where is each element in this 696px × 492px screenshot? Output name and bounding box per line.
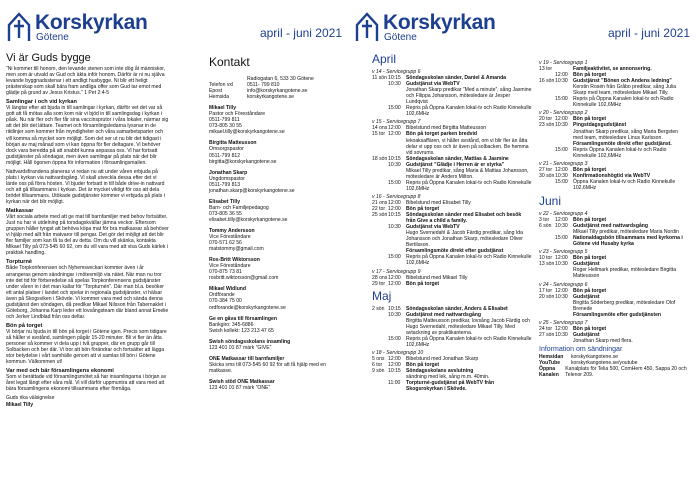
person-name: Ros-Britt Wiktorsson xyxy=(209,257,260,264)
event-time: 15:00 xyxy=(555,178,568,185)
event-date xyxy=(539,179,555,191)
schedule-event xyxy=(372,138,532,156)
event-time: 10:30 xyxy=(555,261,568,268)
intro-title: Vi är Guds bygge xyxy=(6,52,91,64)
event-text: Birgitta Matteusson predikar, lovsång Jacob Färdig och Hugo Svernedahl, mötesledare Mikael Tilly. Med avtackning av praktikanterna. xyxy=(406,317,531,336)
contact-person xyxy=(209,257,344,281)
event-time: 12:00 xyxy=(555,287,568,294)
info-key: YouTube xyxy=(539,360,561,367)
person-line: Swish kollekt: 123 213 47 65 xyxy=(209,327,274,334)
event-date xyxy=(372,87,388,105)
event-text: Repris på Öppna Kanalen lokal-tv och Radio Kinnekulle 102,6MHz xyxy=(406,105,532,118)
event-time: 12:00 xyxy=(388,206,401,213)
event-date: 6 sön xyxy=(539,223,552,230)
event-date: 10 tor xyxy=(539,255,553,262)
event-text: Bön på torget xyxy=(573,255,607,262)
event-time xyxy=(388,168,406,180)
contact-person xyxy=(209,379,344,391)
event-text: Gudstjänst ”Bönen och Andens ledning” xyxy=(573,78,672,85)
person-name: Mikael Tilly xyxy=(209,105,237,112)
schedule-event xyxy=(372,212,532,224)
event-text: Söndagsskolan sänder, Anders & Elisabet xyxy=(406,305,508,312)
event-time xyxy=(555,338,573,344)
event-time: 12:00 xyxy=(555,255,568,262)
schedule-event xyxy=(372,230,532,248)
right-page xyxy=(348,0,696,492)
schedule-event xyxy=(372,87,532,105)
person-line: 073-805 36 55 xyxy=(209,210,242,217)
person-line: matstommy@gmail.com xyxy=(209,246,264,253)
person-line: 070-875 73 81 xyxy=(209,269,242,276)
event-text: Bön på torget xyxy=(573,287,607,294)
section-heading: Matkassar xyxy=(6,208,34,215)
event-date xyxy=(539,147,555,159)
period-label: april - juni 2021 xyxy=(259,26,342,40)
event-date: 24 tor xyxy=(539,325,553,332)
event-date: 27 sön xyxy=(539,331,555,338)
person-line: Pastor och Föreståndare xyxy=(209,111,266,118)
person-line: birgitta@korskyrkangotene.se xyxy=(209,158,277,165)
person-line: elisabet.tilly@korskyrkangotene.se xyxy=(209,216,288,223)
brand-sub: Götene xyxy=(384,32,417,43)
person-line: 123 401 01 87 märk ”ONE” xyxy=(209,384,271,391)
broadcast-info xyxy=(539,354,689,378)
event-time: 12:00 xyxy=(388,125,401,132)
event-text: Bön på torget xyxy=(573,116,607,123)
person-line: 073-805 30 55 xyxy=(209,123,242,130)
person-line: 0511-799 813 xyxy=(209,181,241,188)
person-name: Elisabet Tilly xyxy=(209,198,241,205)
contact-person xyxy=(209,199,344,223)
event-date xyxy=(372,380,388,392)
event-text: Gudstjänst med nattvardsgång xyxy=(573,223,649,230)
schedule-event xyxy=(539,300,689,312)
section-text: Nattvardsfirandena planeras vi redan nu att under våren erbjuda på plats i kyrkan via nattvardsgång. Vi skall utveckla dessa efter det vi lärde oss på förra hösten. Vi bjuder fortsatt in till både drive-in nattvard och att gå tillsammans i kyrkan. Det är mycket viktigt för oss att dela brödet tillsammans. Utökade gudstjänster kommer vi erbjuda på plats i kyrkan när det blir möjligt. xyxy=(6,168,165,205)
event-text: Söndagsskolans avslutning xyxy=(406,368,474,375)
event-date: 2 sön xyxy=(372,305,385,312)
event-text: Roger Hellmark predikar, mötesledare Birgitta Matteusson xyxy=(573,267,677,280)
brand-name: Korskyrkan xyxy=(35,11,148,34)
event-date: 3 tor xyxy=(539,217,550,224)
brand-logo-right xyxy=(354,12,496,43)
event-date xyxy=(372,168,388,180)
event-text: Bön på torget xyxy=(573,217,607,224)
schedule-event xyxy=(372,380,532,392)
event-time: 12:00 xyxy=(555,217,568,224)
contact-person xyxy=(209,228,344,252)
event-date: 13 sön xyxy=(539,261,555,268)
contact-person xyxy=(209,170,344,194)
event-text: Bön på torget xyxy=(573,166,607,173)
event-text: Familjeaktivitet, se annonsering. xyxy=(573,66,652,73)
event-text: sändning med lek, sång m.m. 40min. xyxy=(406,374,490,381)
event-date: 25 sön xyxy=(372,212,388,219)
event-time: 12:00 xyxy=(388,199,401,206)
event-text: Gudstjänst ”Glädje i Herren är er styrka” xyxy=(406,161,505,168)
event-time xyxy=(555,129,573,141)
event-text: Söndagsskolan sänder, Daniel & Amanda xyxy=(406,75,507,82)
event-text: Församlingsmöte efter gudstjänsten xyxy=(573,311,662,318)
event-date xyxy=(372,230,388,248)
section-text: Vi börjar nu bjuda in till bön på torget i Götene igen. Precis som tidigare så håller vi avstånd, samlingen pågår 15-20 minuter. Bli vi fler än åtta personer så kommer vi dela upp i två grupper, där en grupp går till Solbacken och ber där. Vi tror att bön förändrar och fortsätter att lägga stor betydelse i vårt samhälle genom att vi samlas till bön i Götene kommun. Välkommen ut! xyxy=(6,328,167,366)
period-label: april - juni 2021 xyxy=(607,26,690,40)
month-june: Juni xyxy=(539,193,562,208)
person-line: rosbritt.wiktorsson@gmail.com xyxy=(209,275,279,282)
person-line: ordforande@korskyrkangotene.se xyxy=(209,304,286,311)
event-text: Repris på Öppna Kanalen lokal-tv och Radio Kinnekulle 102,6MHz xyxy=(406,335,532,348)
event-date: 28 ons xyxy=(372,274,388,281)
section-heading: Samlingar i och vid kyrkan xyxy=(6,99,77,106)
contact-person xyxy=(209,286,344,310)
event-text: Mikael Tilly predikar, sång Maria & Mattias Johansson, mötesledare är Anders Milton. xyxy=(406,167,529,180)
schedule-event xyxy=(539,267,689,279)
event-text: Bön på torget xyxy=(406,206,440,213)
event-time: 10:15 xyxy=(388,212,401,219)
event-time: 12:00 xyxy=(388,280,401,287)
event-text: lekoaksaffären, vi håller avstånd, om vi blir fler än åtta delar vi upp oss och är även på solbacken. Be hemma vid sovrums. xyxy=(406,137,529,156)
section-text: Både Torpkonferensen och Nyhemsveckan kommer även i år arrangeras genom sändningar i mötesmiljö via nätet. När man nu tror inte det tid för förberedelse så spelas Torpkonferensens gudstjänster under våren in i det man kallar för ”Torpturnén”. Där man bl.a. besöker ett antal platser i landet och spelar in regionala gudstjänster, vi hälsar även på Skogsviken i Skövde. Vi kommer vara med och sända denna gudstjänst den söndagen, då predikar Mikael Nilsson från Tabernaklet i Göteborg, Johanna Karp leder ett lovsångsteam där bland annat Emelie och Jerker Lindblad från oss deltar. xyxy=(6,265,169,320)
event-time: 10:30 xyxy=(555,172,568,179)
schedule-may-june xyxy=(539,58,689,378)
event-date: 27 tor xyxy=(539,166,553,173)
schedule-event xyxy=(539,235,689,247)
contact-person xyxy=(209,316,344,334)
contact-person xyxy=(209,105,344,135)
intro-quote: ”Ni kommer till honom, den levande stenen som inte dög åt människor, men som är utvald av Gud och äkta inför honom. Därför är ni nu själva levande byggnadsstenar i ett andligt husbygge. Ni blir ett heligt prästerskap som skall bära fram andliga offer som Gud tar emot med glädje på grund av Jesus Kristus.” 1 Pet 2:4-5 xyxy=(6,66,166,97)
event-text: Gudstjänst xyxy=(573,293,600,300)
event-text: Hugo Svernedahl & Jacob Färdig predikar, sång Ida Johansson och Jonathan Skarp, mötesledare Oliver Bertilsson. xyxy=(406,230,523,249)
event-time: 10:30 xyxy=(388,81,401,88)
event-time xyxy=(555,267,573,279)
event-date: 18 sön xyxy=(372,155,388,162)
event-time: 15:00 xyxy=(388,254,401,261)
event-text: Nationaldagsbön tillsammans med kyrkorna i Götene vid Husaby kyrka xyxy=(573,235,683,248)
event-date: 5 ons xyxy=(372,356,385,363)
person-line: Skicka sms till 073-545 60 92 för att få hjälp med en matkasse. xyxy=(209,361,326,374)
june-weeks xyxy=(539,211,689,344)
info-key: Hemsidan xyxy=(539,354,564,361)
event-date: 9 sön xyxy=(372,368,385,375)
event-date: 15 tor xyxy=(372,131,386,138)
event-date xyxy=(539,235,555,247)
schedule-event xyxy=(372,281,532,287)
week-header: v 20 - Servicegrupp 2 xyxy=(539,110,588,117)
contact-column xyxy=(209,56,344,396)
event-text: Torpturné-gudstjänst på WebTV från Skogsrokyrkan i Skövde. xyxy=(406,380,495,393)
week-header: v 15 - Servicegrupp 7 xyxy=(372,119,421,126)
event-text: Bibelstund med Birgitta Matteusson xyxy=(406,125,487,132)
event-text: Birgitta Söderberg predikar, mötesledare Olof Brenede xyxy=(573,299,676,312)
event-text: Gudstjänst xyxy=(573,331,600,338)
contact-value: korskyrkangotene.se xyxy=(247,94,295,101)
person-line: 0511-799 812 xyxy=(209,152,241,159)
event-date xyxy=(539,96,555,108)
section-heading: Torpturné xyxy=(6,259,32,266)
event-time xyxy=(388,138,406,156)
event-time: 12:00 xyxy=(555,166,568,173)
event-date xyxy=(539,129,555,141)
event-date: 23 sön xyxy=(539,122,555,129)
week-header: v 21 - Servicegrupp 3 xyxy=(539,160,588,167)
event-text: Församlingsmöte direkt efter gudstjänst xyxy=(406,248,504,255)
contact-people xyxy=(209,105,344,391)
event-text: Gudstjänst med nattvardsgång xyxy=(406,311,482,318)
person-line: 0511-799 811 xyxy=(209,117,240,124)
church-logo-icon xyxy=(354,12,380,42)
event-text: Repris på Öppna Kanalen lokal-tv och Radio Kinnekulle 102,6MHz xyxy=(573,96,674,109)
person-name: ONE Matkassar till barnfamiljer xyxy=(209,355,285,362)
event-date xyxy=(539,267,555,279)
event-text: Repris Öppna Kanalen lokal-tv och Radio Kinnekulle 102,6MHz xyxy=(573,146,667,159)
section-heading: Bön på torget xyxy=(6,322,43,329)
schedule-event xyxy=(539,312,689,318)
april-weeks xyxy=(372,69,532,287)
event-text: Bön på torget xyxy=(573,72,607,79)
contact-key: Epost xyxy=(209,88,223,95)
event-time: 12:00 xyxy=(388,356,401,363)
signer-name: Mikael Tilly xyxy=(6,402,34,409)
event-time: 15:00 xyxy=(388,179,401,186)
person-line: 123 401 01 87 märk ”GIVE” xyxy=(209,344,272,351)
event-date xyxy=(539,338,555,344)
event-time: 10:30 xyxy=(555,122,568,129)
event-date: 11 sön xyxy=(372,75,387,82)
contact-person xyxy=(209,140,344,164)
event-time xyxy=(555,312,573,318)
event-text: Gudstjänst xyxy=(573,261,600,268)
event-text: Bön på torget xyxy=(406,362,440,369)
event-date xyxy=(539,312,555,318)
contact-key: Telefon vxl xyxy=(209,82,234,89)
event-text: Konfirmationshögtid via WebTV xyxy=(573,172,651,179)
brand-logo xyxy=(6,12,148,43)
event-time: 10:30 xyxy=(388,161,401,168)
schedule-event xyxy=(372,168,532,180)
contact-title: Kontakt xyxy=(209,55,250,69)
month-april: April xyxy=(372,52,397,66)
section-text: Vårt sociala arbete med att ge mat till barnfamiljer med behov fortsätter. Just nu har vi utdelning på torsdagskvällar jämna veckor. Eftersom gruppen håller tyngst att behöva köpa mat för bra matkassar så behöver vi hjälp med allt från matvaror till pengar. Det gör det möjligt att det blir fler familjer som kan få ta del av detta. Om du vill skänka, kontakta Mikael Tilly på 073-545 60 92, om du vill vara med att visa Guds kärlek i praktisk handling. xyxy=(6,214,169,257)
event-date: 30 sön xyxy=(539,172,555,179)
person-name: Swish söndagsskolans insamling xyxy=(209,338,291,345)
schedule-event xyxy=(539,179,689,191)
event-time: 10:15 xyxy=(388,368,401,375)
schedule-event xyxy=(539,84,689,96)
event-time: 10:30 xyxy=(555,78,568,85)
person-name: Swish stöd ONE Matkassar xyxy=(209,378,275,385)
person-line: Bankgiro: 345-6886 xyxy=(209,321,254,328)
event-text: Bibelstund med Jonathan Skarp xyxy=(406,356,479,363)
event-time: 10:15 xyxy=(388,75,401,82)
schedule-event xyxy=(372,180,532,192)
event-time xyxy=(388,318,406,336)
event-text: Söndagsskolan sänder, Mattias & Jasmine xyxy=(406,155,509,162)
contact-value: info@korskyrkangotene.se xyxy=(247,88,308,95)
contact-row xyxy=(209,94,344,100)
schedule-event xyxy=(372,318,532,336)
event-date: 17 tor xyxy=(539,287,553,294)
event-time: 15:00 xyxy=(388,105,401,112)
person-line: 070-571 62 56 xyxy=(209,240,242,247)
person-line: Omsorgspastor xyxy=(209,146,244,153)
event-time: 12:00 xyxy=(555,116,568,123)
event-text: Öppna Kanalen lokal-tv och Radio Kinnekulle 102,6MHz xyxy=(573,178,676,191)
event-text: Församlingsmöte direkt efter gudstjänst. xyxy=(573,140,672,147)
event-time: 10:30 xyxy=(555,331,568,338)
person-name: Ge en gåva till församlingen xyxy=(209,315,277,322)
week-header: v 18 - Servicegrupp 10 xyxy=(372,349,424,356)
event-text: Repris på Öppna Kanalen lokal-tv och Radio Kinnekulle 102,6MHz xyxy=(406,179,532,192)
event-date xyxy=(372,336,388,348)
event-text: Repris på Öppna Kanalen lokal-tv och Radio Kinnekulle 102,6MHz xyxy=(406,254,532,267)
week-header: v 23 - Servicegrupp 5 xyxy=(539,249,588,256)
week-header: v 22 - Servicegrupp 4 xyxy=(539,210,588,217)
event-text: Jonathan Skarp predikar ”Med a minute”, sång Jasmine och Filippa Johansson, mötesledare är Jesper Lundqvist xyxy=(406,87,532,106)
person-name: Jonathan Skarp xyxy=(209,169,248,176)
event-time: 10:30 xyxy=(555,223,568,230)
event-text: Gudstjänst via WebTV xyxy=(406,224,460,231)
contact-key: Hemsida xyxy=(209,94,230,101)
person-line: Barn- och Familjepedagog xyxy=(209,204,269,211)
event-date xyxy=(539,300,555,312)
event-time: 10:15 xyxy=(388,305,401,312)
person-name: Mikael Widlund xyxy=(209,286,247,293)
event-date xyxy=(539,84,555,96)
month-may: Maj xyxy=(372,288,392,303)
week-header: v 25 - Servicegrupp 7 xyxy=(539,319,588,326)
person-line: mikael.tilly@korskyrkangotene.se xyxy=(209,129,285,136)
may-weeks xyxy=(372,306,532,393)
event-date xyxy=(372,318,388,336)
schedule-event xyxy=(372,105,532,117)
event-text: Bibelstund med Elisabet Tilly xyxy=(406,199,471,206)
event-date: 6 tor xyxy=(372,362,383,369)
info-value: korskyrkangotene.se xyxy=(571,354,619,361)
event-text: Bibelstund med Mikael Tilly xyxy=(406,274,468,281)
info-key: Öppna Kanalen xyxy=(539,366,559,379)
week-header: v 16 - Servicegrupp 8 xyxy=(372,193,421,200)
section-text: Som vi berättade vid församlingsmötet så har insamlingarna i början av året legat långt efter våra mål. Vi vill därför uppmuntra att vara med att bära församlingens ekonomi tillsammans efter förmåga. xyxy=(6,374,167,393)
event-date xyxy=(372,105,388,117)
section-heading: Var med och bär församlingens ekonomi xyxy=(6,368,114,375)
event-date: 20 sön xyxy=(539,293,555,300)
event-date: 13 tor xyxy=(539,66,553,73)
event-text: Gudstjänst via WebTV xyxy=(406,81,460,88)
week-header: v 19 - Servicegrupp 1 xyxy=(539,60,588,66)
person-line: Vice Föreståndare xyxy=(209,263,251,270)
person-name: Tommy Andersson xyxy=(209,227,255,234)
event-time: 10:15 xyxy=(388,155,401,162)
event-time: 12:00 xyxy=(555,72,568,79)
event-text: Jonathan Skarp med flera. xyxy=(573,337,633,344)
person-line: jonathan.skarp@korskyrkangotene.se xyxy=(209,187,295,194)
event-time xyxy=(555,84,573,96)
event-date xyxy=(372,180,388,192)
broadcast-info-title: Information om sändningar xyxy=(539,345,623,353)
event-time: 15:00 xyxy=(555,235,568,242)
event-date xyxy=(372,254,388,266)
may-late-weeks xyxy=(539,60,689,191)
event-text: Jonathan Skarp predikar, sång Maria Bergsten med team, mötesledare Linus Karlsson. xyxy=(573,128,679,141)
event-time: 12:00 xyxy=(388,131,401,138)
info-row xyxy=(539,366,689,378)
event-text: Bön på torget parken bredvid xyxy=(406,131,478,138)
section-text: Vi längtar efter att bjuda in till samlingar i kyrkan, därför vet det var så gott att få mötas alla som kom när vi bjöd in till samlingsdag i kyrkan i påsk. Nu när fler och fler får sina vaccinsprutor i våra lokaler, närmar sig att det blir det lättare. Teamet och församlingsledarna lyssnar in de riktlinjer som kommer från myndigheter och våra samarbetsparter och vill komma så mycket som möjligt. Som det ser ut nu blir det tidigast i början av maj månad som vi kan öppna för fler deltagare. Vi behöver dock vara beredda på att snabbt kunna anpassa oss. Vi har fortsatt gudstjänster på söndagar, men även samlingar på plats när det blir möjligt. Håll ögonen öppna för information i församlingsmailen. xyxy=(6,105,169,166)
event-date xyxy=(372,138,388,156)
event-time: 15:00 xyxy=(555,96,568,103)
event-time xyxy=(388,230,406,248)
brand-name: Korskyrkan xyxy=(383,11,496,34)
contact-person xyxy=(209,356,344,374)
person-line: Vice Föreståndare xyxy=(209,234,251,241)
event-text: Söndagsskolan sänder med Elisabet och besök från Give a child a family. xyxy=(406,212,522,225)
event-time: 15:00 xyxy=(555,146,568,153)
contact-value: Radiogatan 6, 533 30 Götene xyxy=(247,76,314,82)
contact-value: 0511- 799 810 xyxy=(247,82,280,89)
schedule-event xyxy=(372,254,532,266)
event-time: 11:00 xyxy=(388,380,401,387)
info-value: korskyrkangotene.se/youtube xyxy=(571,360,638,367)
event-date: 21 ons xyxy=(372,199,388,206)
schedule-april-may xyxy=(372,52,532,392)
event-date: 22 tor xyxy=(372,206,386,213)
event-time: 15:00 xyxy=(388,335,401,342)
event-time: 12:00 xyxy=(555,325,568,332)
event-date: 20 tor xyxy=(539,116,553,123)
event-time xyxy=(388,87,406,105)
schedule-event xyxy=(539,129,689,141)
event-time: 10:30 xyxy=(555,293,568,300)
schedule-event xyxy=(539,147,689,159)
event-time: 10:30 xyxy=(388,311,401,318)
person-line: Ungdomspastor xyxy=(209,175,245,182)
week-header: v 24 - Servicegrupp 6 xyxy=(539,281,588,288)
closing-text: Guds rika välsignelse xyxy=(6,395,55,402)
schedule-event xyxy=(372,336,532,348)
schedule-event xyxy=(539,96,689,108)
event-date: 16 sön xyxy=(539,78,555,85)
event-date: 29 tor xyxy=(372,280,386,287)
event-text: Bön på torget xyxy=(573,325,607,332)
event-text: Bön på torget xyxy=(406,280,440,287)
church-logo-icon xyxy=(6,12,32,42)
event-date: 14 ons xyxy=(372,125,388,132)
person-line: 070-384 75 00 xyxy=(209,298,242,305)
schedule-event xyxy=(539,338,689,344)
info-value: Kanalplats för Telia 500, ComHem 450, Sappa 20 och Telenor 209. xyxy=(565,366,687,379)
brand-sub: Götene xyxy=(36,32,69,43)
contact-person xyxy=(209,339,344,351)
event-text: Pingstdagsgudstjänst xyxy=(573,122,627,129)
person-line: Ordförande xyxy=(209,292,235,299)
event-text: Mikael Tilly predikar, mötesledare Maria Nordin xyxy=(573,229,679,236)
intro-sections xyxy=(6,99,169,392)
event-time: 10:30 xyxy=(388,224,401,231)
event-time: 12:00 xyxy=(388,362,401,369)
event-time: 12:00 xyxy=(388,274,401,281)
week-header: v 14 - Servicegrupp 6 xyxy=(372,69,421,75)
intro-column xyxy=(6,52,169,408)
contact-info xyxy=(209,76,344,100)
event-time xyxy=(555,300,573,312)
event-text: Kerstin Rosén från Gråbo predikar, sång Julia Skarp med team, mötesledare Mikael Tilly. xyxy=(573,84,677,97)
week-header: v 17 - Servicegrupp 9 xyxy=(372,268,421,275)
person-name: Birgitta Matteusson xyxy=(209,140,257,147)
